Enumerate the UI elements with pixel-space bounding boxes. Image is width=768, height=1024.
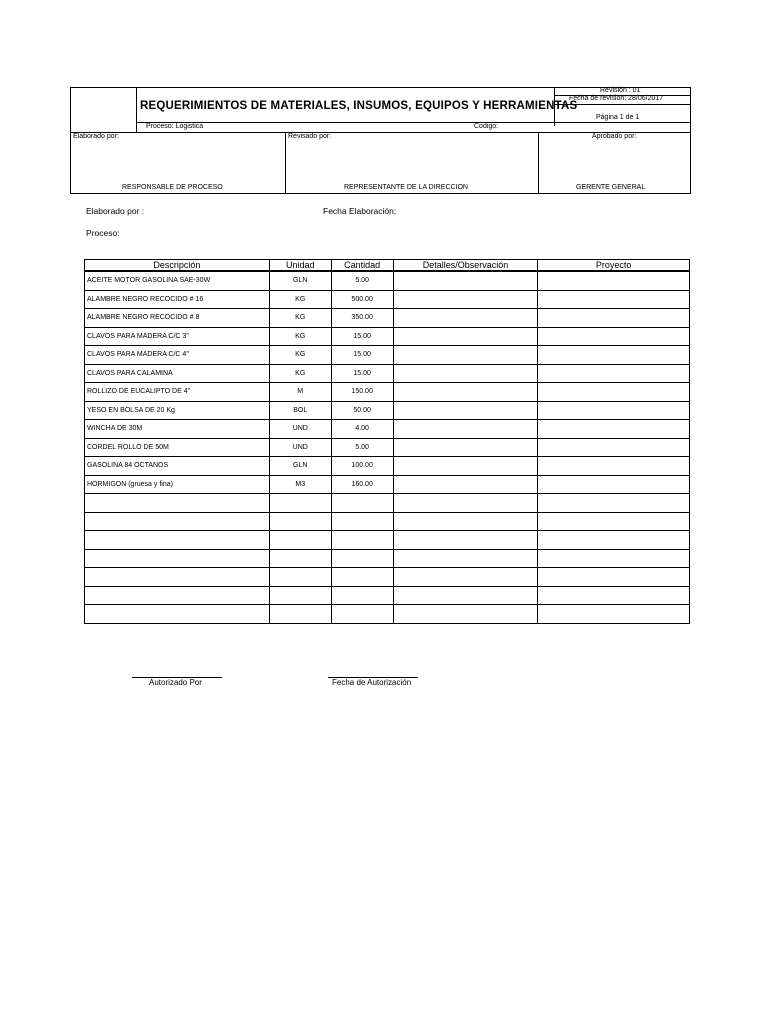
table-row (85, 290, 690, 309)
cell-detalles (393, 271, 538, 290)
table-row (85, 401, 690, 420)
items-table (84, 259, 690, 624)
cell-unidad: KG (269, 327, 331, 346)
cell-cantidad: 5.00 (331, 438, 393, 457)
cell-cantidad: 160.00 (331, 475, 393, 494)
cell-descripcion (85, 568, 270, 587)
cell-descripcion: CLAVOS PARA MADERA C/C 3" (85, 327, 270, 346)
header-detalles: Detalles/Observación (393, 260, 538, 272)
cell-cantidad: 50.00 (331, 401, 393, 420)
cell-detalles (393, 586, 538, 605)
cell-descripcion: ALAMBRE NEGRO RECOCIDO # 8 (85, 309, 270, 328)
cell-detalles (393, 401, 538, 420)
cell-proyecto (538, 420, 690, 439)
cell-unidad: M (269, 383, 331, 402)
cell-detalles (393, 494, 538, 513)
cell-proyecto (538, 438, 690, 457)
cell-cantidad: 350.00 (331, 309, 393, 328)
cell-unidad (269, 586, 331, 605)
cell-detalles (393, 549, 538, 568)
cell-cantidad (331, 568, 393, 587)
cell-detalles (393, 364, 538, 383)
table-row (85, 327, 690, 346)
cell-descripcion: CORDEL ROLLO DE 50M (85, 438, 270, 457)
cell-proyecto (538, 327, 690, 346)
fecha-field: Fecha Elaboración: (323, 206, 397, 216)
cell-cantidad (331, 494, 393, 513)
cell-descripcion: ROLLIZO DE EUCALIPTO DE 4" (85, 383, 270, 402)
cell-proyecto (538, 290, 690, 309)
cell-cantidad: 500.00 (331, 290, 393, 309)
cell-cantidad (331, 512, 393, 531)
aprobado-label: Aprobado por: (592, 133, 637, 140)
cell-cantidad: 5.00 (331, 271, 393, 290)
cell-cantidad: 15.00 (331, 364, 393, 383)
cell-proyecto (538, 549, 690, 568)
cell-detalles (393, 383, 538, 402)
cell-detalles (393, 568, 538, 587)
gerente-label: GERENTE GENERAL (576, 184, 646, 191)
cell-unidad (269, 494, 331, 513)
cell-detalles (393, 420, 538, 439)
page-number: Página 1 de 1 (596, 114, 640, 121)
table-row (85, 531, 690, 550)
representante-label: REPRESENTANTE DE LA DIRECCION (344, 184, 468, 191)
cell-cantidad: 100.00 (331, 457, 393, 476)
cell-detalles (393, 327, 538, 346)
autorizado-label: Autorizado Por (149, 678, 202, 687)
cell-unidad: UND (269, 420, 331, 439)
proceso-logistica: Proceso: Logistica (146, 123, 204, 130)
cell-unidad: KG (269, 309, 331, 328)
header-unidad: Unidad (269, 260, 331, 272)
cell-proyecto (538, 457, 690, 476)
cell-detalles (393, 438, 538, 457)
header-proyecto: Proyecto (538, 260, 690, 272)
table-row (85, 271, 690, 290)
cell-unidad: BOL (269, 401, 331, 420)
cell-proyecto (538, 346, 690, 365)
cell-unidad (269, 605, 331, 624)
table-row (85, 512, 690, 531)
elaborado-field: Elaborado por : (86, 206, 145, 216)
table-row (85, 475, 690, 494)
cell-unidad: GLN (269, 457, 331, 476)
table-row (85, 586, 690, 605)
cell-detalles (393, 475, 538, 494)
cell-descripcion (85, 549, 270, 568)
cell-proyecto (538, 383, 690, 402)
cell-descripcion (85, 512, 270, 531)
revision-text: Revision : 01 (600, 87, 641, 94)
cell-proyecto (538, 512, 690, 531)
cell-unidad: UND (269, 438, 331, 457)
cell-cantidad: 150.00 (331, 383, 393, 402)
cell-descripcion: ACEITE MOTOR GASOLINA SAE-30W (85, 271, 270, 290)
cell-unidad (269, 512, 331, 531)
cell-unidad: M3 (269, 475, 331, 494)
logo-cell (70, 87, 137, 132)
responsable-label: RESPONSABLE DE PROCESO (122, 184, 223, 191)
cell-detalles (393, 512, 538, 531)
cell-unidad: KG (269, 364, 331, 383)
cell-proyecto (538, 364, 690, 383)
cell-unidad (269, 549, 331, 568)
cell-cantidad (331, 605, 393, 624)
revision-date: Fecha de revision: 28/06/2017 (569, 95, 664, 102)
cell-descripcion: HORMIGON (gruesa y fina) (85, 475, 270, 494)
cell-descripcion: GASOLINA 84 OCTANOS (85, 457, 270, 476)
table-row (85, 438, 690, 457)
cell-descripcion (85, 494, 270, 513)
cell-descripcion (85, 531, 270, 550)
cell-descripcion: WINCHA DE 30M (85, 420, 270, 439)
cell-descripcion: YESO EN BOLSA DE 20 Kg (85, 401, 270, 420)
cell-proyecto (538, 475, 690, 494)
table-row (85, 383, 690, 402)
cell-descripcion: CLAVOS PARA CALAMINA (85, 364, 270, 383)
codigo-label: Codigo: (474, 123, 499, 130)
cell-detalles (393, 290, 538, 309)
cell-proyecto (538, 605, 690, 624)
table-row (85, 309, 690, 328)
cell-proyecto (538, 568, 690, 587)
table-row (85, 568, 690, 587)
cell-detalles (393, 605, 538, 624)
cell-descripcion (85, 605, 270, 624)
cell-cantidad: 15.00 (331, 346, 393, 365)
table-row (85, 420, 690, 439)
cell-cantidad (331, 531, 393, 550)
table-row (85, 549, 690, 568)
header-descripcion: Descripción (85, 260, 270, 272)
cell-unidad: GLN (269, 271, 331, 290)
table-row (85, 346, 690, 365)
cell-cantidad: 15.00 (331, 327, 393, 346)
cell-proyecto (538, 401, 690, 420)
cell-unidad: KG (269, 290, 331, 309)
cell-cantidad (331, 586, 393, 605)
fecha-autorizacion-label: Fecha de Autorización (332, 678, 412, 687)
cell-detalles (393, 531, 538, 550)
cell-descripcion (85, 586, 270, 605)
table-row (85, 457, 690, 476)
revisado-label: Revisado por: (288, 133, 332, 140)
elaborado-label: Elaborado por: (73, 133, 119, 140)
cell-proyecto (538, 494, 690, 513)
cell-unidad: KG (269, 346, 331, 365)
cell-descripcion: ALAMBRE NEGRO RECOCIDO # 16 (85, 290, 270, 309)
cell-cantidad (331, 549, 393, 568)
table-row (85, 605, 690, 624)
cell-unidad (269, 568, 331, 587)
cell-proyecto (538, 586, 690, 605)
cell-descripcion: CLAVOS PARA MADERA C/C 4" (85, 346, 270, 365)
cell-detalles (393, 309, 538, 328)
cell-proyecto (538, 531, 690, 550)
table-row (85, 494, 690, 513)
cell-cantidad: 4.00 (331, 420, 393, 439)
document-title: REQUERIMIENTOS DE MATERIALES, INSUMOS, EQUIPOS Y HERRAMIENTAS (140, 100, 578, 112)
cell-detalles (393, 457, 538, 476)
cell-proyecto (538, 309, 690, 328)
proceso-field: Proceso: (86, 228, 120, 238)
cell-unidad (269, 531, 331, 550)
table-row (85, 364, 690, 383)
cell-proyecto (538, 271, 690, 290)
cell-detalles (393, 346, 538, 365)
table-header-row (85, 260, 690, 272)
header-cantidad: Cantidad (331, 260, 393, 272)
